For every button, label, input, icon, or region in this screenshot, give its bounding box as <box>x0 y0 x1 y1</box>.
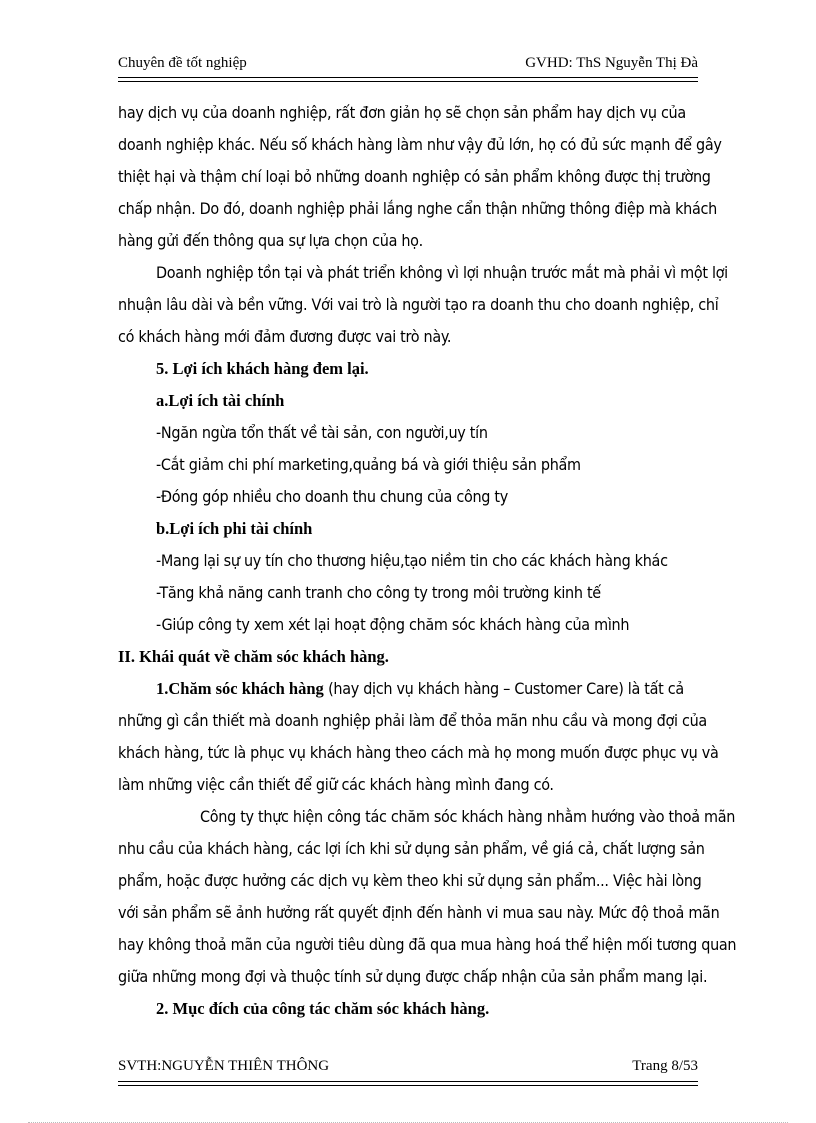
paragraph-line: làm những việc cần thiết để giữ các khách hàng mình đang có. <box>118 775 554 794</box>
paragraph-line: nhu cầu của khách hàng, các lợi ích khi sử dụng sản phẩm, về giá cả, chất lượng sản <box>118 839 705 858</box>
paragraph-line: có khách hàng mới đảm đương được vai trò này. <box>118 327 452 346</box>
list-item: -Mang lại sự uy tín cho thương hiệu,tạo niềm tin cho các khách hàng khác <box>156 551 668 570</box>
header-title: Chuyên đề tốt nghiệp <box>118 55 247 71</box>
paragraph-line: chấp nhận. Do đó, doanh nghiệp phải lắng nghe cẩn thận những thông điệp mà khách <box>118 199 717 218</box>
term-customer-care: 1.Chăm sóc khách hàng <box>156 679 324 698</box>
page-footer <box>118 1055 698 1077</box>
paragraph-line: phẩm, hoặc được hưởng các dịch vụ kèm theo khi sử dụng sản phẩm... Việc hài lòng <box>118 871 702 890</box>
paragraph-line: hay không thoả mãn của người tiêu dùng đã qua mua hàng hoá thể hiện mối tương quan <box>118 935 737 954</box>
paragraph-line: những gì cần thiết mà doanh nghiệp phải làm để thỏa mãn nhu cầu và mong đợi của <box>118 711 707 730</box>
paragraph-line: Doanh nghiệp tồn tại và phát triển không vì lợi nhuận trước mắt mà phải vì một lợi <box>156 263 728 282</box>
page-number: Trang 8/53 <box>632 1058 698 1074</box>
paragraph-line: nhuận lâu dài và bền vững. Với vai trò là người tạo ra doanh thu cho doanh nghiệp, chỉ <box>118 295 719 314</box>
page-header <box>118 52 698 76</box>
paragraph-line: doanh nghiệp khác. Nếu số khách hàng làm như vậy đủ lớn, họ có đủ sức mạnh để gây <box>118 135 722 154</box>
heading-purpose: 2. Mục đích của công tác chăm sóc khách hàng. <box>156 999 490 1018</box>
definition-text: (hay dịch vụ khách hàng – Customer Care) là tất cả <box>323 679 684 698</box>
paragraph-line: giữa những mong đợi và thuộc tính sử dụng được chấp nhận của sản phẩm mang lại. <box>118 967 708 986</box>
paragraph-line: khách hàng, tức là phục vụ khách hàng theo cách mà họ mong muốn được phục vụ và <box>118 743 719 762</box>
paragraph-line <box>156 675 684 703</box>
paragraph-line: Công ty thực hiện công tác chăm sóc khách hàng nhằm hướng vào thoả mãn <box>200 807 736 826</box>
list-item: -Đóng góp nhiều cho doanh thu chung của công ty <box>156 487 508 506</box>
list-item: -Tăng khả năng canh tranh cho công ty trong môi trường kinh tế <box>156 583 601 602</box>
paragraph-line: hàng gửi đến thông qua sự lựa chọn của họ. <box>118 231 423 250</box>
subheading-nonfinancial: b.Lợi ích phi tài chính <box>156 519 313 538</box>
footer-author: SVTH:NGUYỄN THIÊN THÔNG <box>118 1058 330 1074</box>
footer-rule <box>118 1081 698 1086</box>
list-item: -Giúp công ty xem xét lại hoạt động chăm sóc khách hàng của mình <box>156 615 630 634</box>
paragraph-line: hay dịch vụ của doanh nghiệp, rất đơn giản họ sẽ chọn sản phẩm hay dịch vụ của <box>118 103 686 122</box>
list-item: -Cắt giảm chi phí marketing,quảng bá và giới thiệu sản phẩm <box>156 455 581 474</box>
header-rule <box>118 77 698 82</box>
list-item: -Ngăn ngừa tổn thất về tài sản, con người,uy tín <box>156 423 488 442</box>
header-advisor: GVHD: ThS Nguyễn Thị Đà <box>525 55 698 71</box>
paragraph-line: với sản phẩm sẽ ảnh hưởng rất quyết định đến hành vi mua sau này. Mức độ thoả mãn <box>118 903 720 922</box>
heading-benefits: 5. Lợi ích khách hàng đem lại. <box>156 359 369 378</box>
section-heading: II. Khái quát về chăm sóc khách hàng. <box>118 647 389 666</box>
paragraph-line: thiệt hại và thậm chí loại bỏ những doanh nghiệp có sản phẩm không được thị trường <box>118 167 711 186</box>
subheading-financial: a.Lợi ích tài chính <box>156 391 285 410</box>
